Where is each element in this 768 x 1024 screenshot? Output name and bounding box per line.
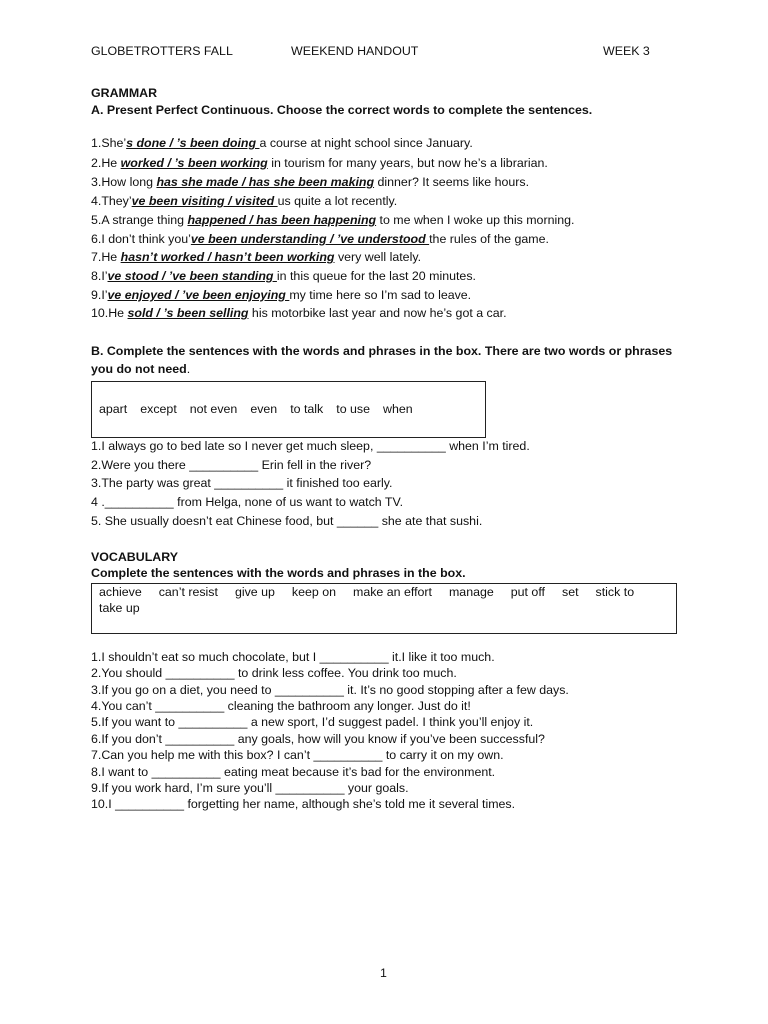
vocabulary-item: 4.You can’t __________ cleaning the bathroom any longer. Just do it! bbox=[91, 699, 471, 713]
answer-options: worked / ’s been working bbox=[120, 156, 268, 170]
box-word: put off bbox=[510, 585, 545, 599]
vocabulary-word-row-2: take up bbox=[99, 601, 140, 615]
section-a-item bbox=[91, 250, 421, 264]
item-text-before: 1.She’ bbox=[91, 136, 127, 150]
answer-options: sold / ’s been selling bbox=[127, 306, 249, 320]
section-a-item bbox=[91, 136, 473, 150]
answer-options: ve enjoyed / ’ve been enjoying bbox=[107, 288, 290, 302]
header-handout-title: WEEKEND HANDOUT bbox=[291, 44, 419, 58]
vocabulary-item: 3.If you go on a diet, you need to __________ it. It’s no good stopping after a few days. bbox=[91, 683, 569, 697]
section-b-instruction-period: . bbox=[186, 362, 191, 376]
page-number: 1 bbox=[380, 966, 387, 980]
section-a-item bbox=[91, 175, 529, 189]
vocabulary-instruction: Complete the sentences with the words and phrases in the box. bbox=[91, 566, 466, 580]
section-b-word-list bbox=[99, 402, 426, 416]
answer-options: hasn’t worked / hasn’t been working bbox=[120, 250, 335, 264]
item-text-before: 7.He bbox=[91, 250, 121, 264]
item-text-before: 4.They’ bbox=[91, 194, 132, 208]
section-a-item bbox=[91, 156, 548, 170]
box-word: apart bbox=[99, 402, 128, 416]
section-b-item: 3.The party was great __________ it finished too early. bbox=[91, 476, 393, 490]
section-b-item: 1.I always go to bed late so I never get much sleep, __________ when I’m tired. bbox=[91, 439, 530, 453]
section-b-word-box bbox=[91, 381, 486, 438]
box-word: keep on bbox=[291, 585, 336, 599]
section-a-item bbox=[91, 194, 397, 208]
vocabulary-item: 8.I want to __________ eating meat because it’s bad for the environment. bbox=[91, 765, 496, 779]
section-b-instruction-line2 bbox=[91, 362, 190, 376]
section-a-item bbox=[91, 232, 549, 246]
box-word: can’t resist bbox=[158, 585, 218, 599]
box-word: set bbox=[562, 585, 579, 599]
item-text-before: 5.A strange thing bbox=[91, 213, 188, 227]
item-text-after: my time here so I’m sad to leave. bbox=[289, 288, 472, 302]
box-word: even bbox=[250, 402, 278, 416]
answer-options: ve stood / ’ve been standing bbox=[107, 269, 277, 283]
vocabulary-item: 7.Can you help me with this box? I can’t __________ to carry it on my own. bbox=[91, 748, 504, 762]
item-text-before: 6.I don’t think you’ bbox=[91, 232, 191, 246]
box-word: achieve bbox=[99, 585, 142, 599]
item-text-before: 9.I’ bbox=[91, 288, 108, 302]
item-text-before: 10.He bbox=[91, 306, 128, 320]
box-word: stick to bbox=[595, 585, 635, 599]
vocabulary-item: 6.If you don’t __________ any goals, how will you know if you’ve been successful? bbox=[91, 732, 545, 746]
section-a-item bbox=[91, 269, 476, 283]
section-b-instruction-line1: B. Complete the sentences with the words and phrases in the box. There are two words or phrases bbox=[91, 344, 673, 358]
grammar-heading: GRAMMAR bbox=[91, 86, 158, 100]
box-word: to talk bbox=[290, 402, 324, 416]
item-text-before: 8.I’ bbox=[91, 269, 108, 283]
item-text-after: the rules of the game. bbox=[429, 232, 549, 246]
box-word: when bbox=[383, 402, 413, 416]
item-text-after: to me when I woke up this morning. bbox=[376, 213, 575, 227]
box-word: to use bbox=[336, 402, 371, 416]
box-word: make an effort bbox=[353, 585, 432, 599]
vocabulary-heading: VOCABULARY bbox=[91, 550, 178, 564]
vocabulary-item: 1.I shouldn’t eat so much chocolate, but I __________ it.I like it too much. bbox=[91, 650, 495, 664]
vocabulary-word-box bbox=[91, 583, 677, 634]
section-a-item bbox=[91, 288, 471, 302]
item-text-after: in this queue for the last 20 minutes. bbox=[276, 269, 476, 283]
vocabulary-item: 9.If you work hard, I’m sure you’ll __________ your goals. bbox=[91, 781, 409, 795]
section-b-item: 4 .__________ from Helga, none of us want to watch TV. bbox=[91, 495, 404, 509]
box-word: except bbox=[140, 402, 177, 416]
item-text-after: dinner? It seems like hours. bbox=[374, 175, 530, 189]
item-text-before: 3.How long bbox=[91, 175, 157, 189]
box-word: manage bbox=[448, 585, 494, 599]
answer-options: has she made / has she been making bbox=[156, 175, 375, 189]
vocabulary-item: 10.I __________ forgetting her name, although she’s told me it several times. bbox=[91, 797, 516, 811]
section-a-item bbox=[91, 213, 574, 227]
header-week: WEEK 3 bbox=[603, 44, 650, 58]
answer-options: happened / has been happening bbox=[187, 213, 377, 227]
section-a-item bbox=[91, 306, 507, 320]
item-text-after: in tourism for many years, but now he’s a librarian. bbox=[267, 156, 548, 170]
item-text-after: a course at night school since January. bbox=[259, 136, 473, 150]
section-b-item: 2.Were you there __________ Erin fell in the river? bbox=[91, 458, 372, 472]
box-word: not even bbox=[189, 402, 238, 416]
vocabulary-item: 5.If you want to __________ a new sport, I’d suggest padel. I think you’ll enjoy it. bbox=[91, 715, 534, 729]
item-text-after: very well lately. bbox=[334, 250, 422, 264]
answer-options: s done / ’s been doing bbox=[126, 136, 260, 150]
answer-options: ve been visiting / visited bbox=[131, 194, 278, 208]
vocabulary-word-row-1 bbox=[99, 585, 651, 599]
header-course-name: GLOBETROTTERS FALL bbox=[91, 44, 233, 58]
section-b-item: 5. She usually doesn’t eat Chinese food, but ______ she ate that sushi. bbox=[91, 514, 483, 528]
section-a-instruction: A. Present Perfect Continuous. Choose the correct words to complete the sentences. bbox=[91, 103, 593, 117]
answer-options: ve been understanding / ’ve understood bbox=[190, 232, 430, 246]
box-word: give up bbox=[234, 585, 275, 599]
section-b-instruction-line2-text: you do not need bbox=[91, 362, 187, 376]
item-text-before: 2.He bbox=[91, 156, 121, 170]
item-text-after: his motorbike last year and now he’s got a car. bbox=[248, 306, 507, 320]
item-text-after: us quite a lot recently. bbox=[277, 194, 398, 208]
vocabulary-item: 2.You should __________ to drink less coffee. You drink too much. bbox=[91, 666, 457, 680]
